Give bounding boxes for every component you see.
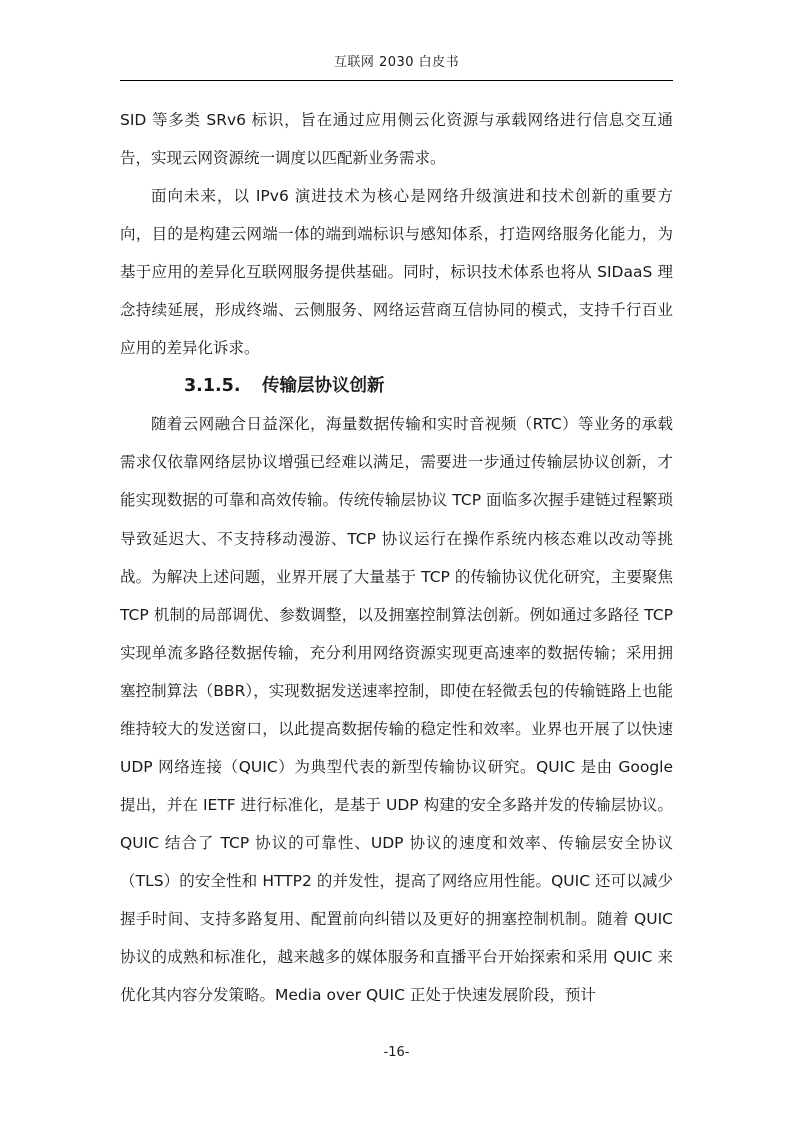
section-number: 3.1.5. <box>184 376 241 397</box>
paragraph-srv6-continuation: SID 等多类 SRv6 标识，旨在通过应用侧云化资源与承载网络进行信息交互通告，实现云网资源统一调度以匹配新业务需求。 <box>120 111 673 168</box>
section-heading <box>120 367 673 405</box>
header-divider <box>120 80 673 81</box>
page-body <box>120 101 673 1014</box>
running-header: 互联网 2030 白皮书 <box>333 55 460 70</box>
paragraph-ipv6-future: 面向未来，以 IPv6 演进技术为核心是网络升级演进和技术创新的重要方向，目的是构建云网端一体的端到端标识与感知体系，打造网络服务化能力，为基于应用的差异化互联网服务提供基础。同时，标识技术体系也将从 SIDaaS 理念持续延展，形成终端、云侧服务、网络运营商互信协同的模式，支持千行百业应用的差异化诉求。 <box>120 187 673 358</box>
page-number: -16- <box>383 1045 410 1060</box>
paragraph-transport-protocol: 随着云网融合日益深化，海量数据传输和实时音视频（RTC）等业务的承载需求仅依靠网络层协议增强已经难以满足，需要进一步通过传输层协议创新，才能实现数据的可靠和高效传输。传统传输层协议 TCP 面临多次握手建链过程繁琐导致延迟大、不支持移动漫游、TCP 协议运行在操作系统内核态难以改动等挑战。为解决上述问题，业界开展了大量基于 TCP 的传输协议优化研究，主要聚焦 TCP 机制的局部调优、参数调整，以及拥塞控制算法创新。例如通过多路径 TCP 实现单流多路径数据传输，充分利用网络资源实现更高速率的数据传输；采用拥塞控制算法（BBR），实现数据发送速率控制，即使在轻微丢包的传输链路上也能维持较大的发送窗口，以此提高数据传输的稳定性和效率。业界也开展了以快速 UDP 网络连接（QUIC）为典型代表的新型传输协议研究。QUIC 是由 Google 提出，并在 IETF 进行标准化，是基于 UDP 构建的安全多路并发的传输层协议。QUIC 结合了 TCP 协议的可靠性、UDP 协议的速度和效率、传输层安全协议（TLS）的安全性和 HTTP2 的并发性，提高了网络应用性能。QUIC 还可以减少握手时间、支持多路复用、配置前向纠错以及更好的拥塞控制机制。随着 QUIC 协议的成熟和标准化，越来越多的媒体服务和直播平台开始探索和采用 QUIC 来优化其内容分发策略。Media over QUIC 正处于快速发展阶段，预计 <box>120 415 673 1005</box>
section-title: 传输层协议创新 <box>262 376 385 397</box>
